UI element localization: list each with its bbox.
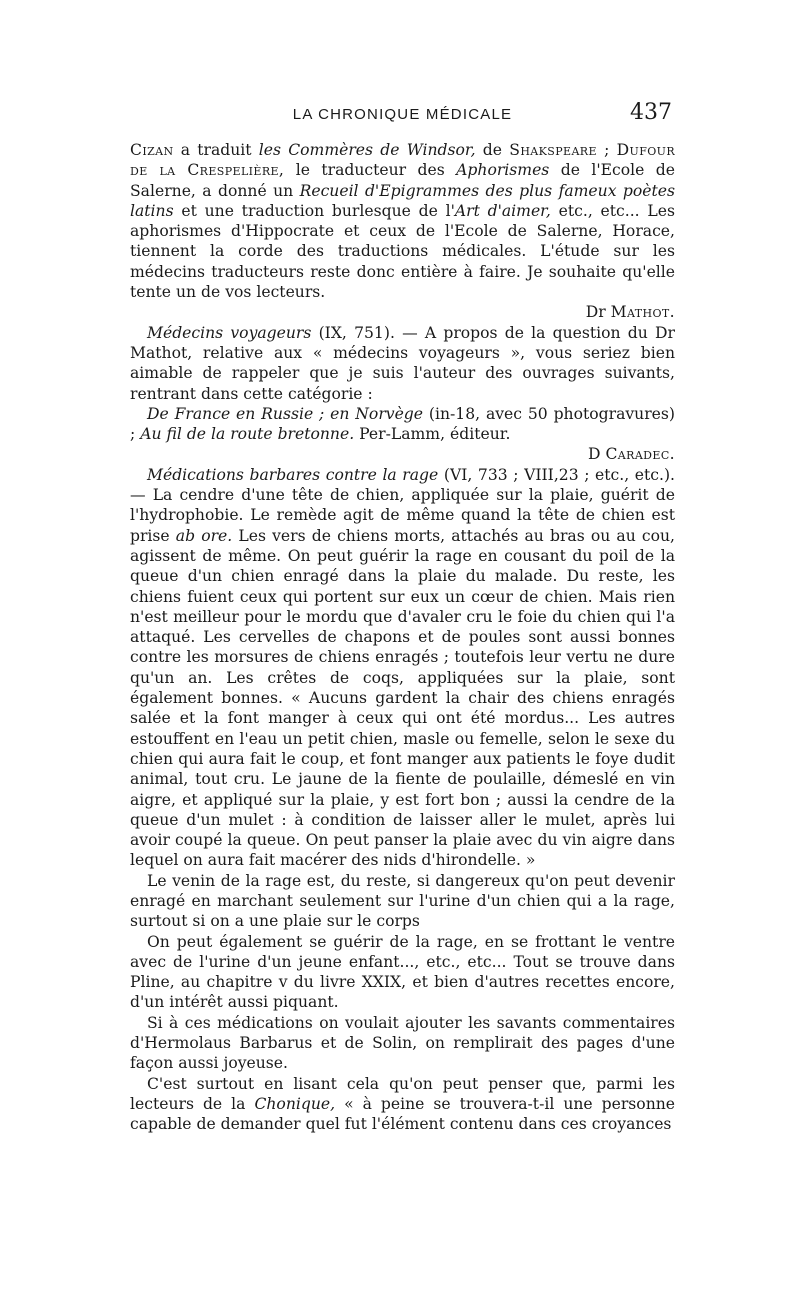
running-title: LA CHRONIQUE MÉDICALE bbox=[292, 106, 513, 123]
text-span: (VI, 733 ; VIII,23 ; etc., etc.). — La cendre d'une tête de chien, appliquée sur la plaie, guérit de l'hydrophobie. Le remède agit de même quand la tête de chien est prise bbox=[130, 465, 675, 545]
paragraph-translators bbox=[130, 140, 675, 302]
paragraph-lecteurs bbox=[130, 1074, 675, 1135]
text-span: etc., etc... Les aphorismes d'Hippocrate et ceux de l'Ecole de Salerne, Horace, tiennent la corde des traductions médicales. L'étude sur les médecins traducteurs reste donc entière à faire. Je souhaite qu'elle tente un de vos lecteurs. bbox=[130, 201, 675, 302]
section-heading: Médications barbares contre la rage bbox=[147, 465, 439, 484]
paragraph-medecins-voyageurs bbox=[130, 323, 675, 404]
book-title: Recueil d'Epigrammes des plus fameux poètes latins bbox=[130, 181, 675, 220]
text-span: et une traduction burlesque de l' bbox=[173, 201, 455, 220]
book-title: les Commères de Windsor, bbox=[258, 141, 476, 159]
author-name: Dufour de la Crespelière, bbox=[130, 141, 676, 180]
signature-name: Caradec. bbox=[605, 445, 675, 464]
text-span: (IX, 751). — A propos de la question du Dr Mathot, relative aux « médecins voyageurs », vous seriez bien aimable de rappeler que je suis l'auteur des ouvrages suivants, rentrant dans cette catégorie : bbox=[130, 323, 675, 403]
paragraph-urine: On peut également se guérir de la rage, en se frottant le ventre avec de l'urine d'un jeune enfant..., etc., etc... Tout se trouve dans Pline, au chapitre v du livre XXIX, et bien d'autres recettes encore, d'un intérêt aussi piquant. bbox=[130, 932, 675, 1012]
text-span: le traducteur des bbox=[284, 161, 457, 180]
book-title: De France en Russie ; en Norvège bbox=[147, 404, 424, 423]
page-number: 437 bbox=[630, 100, 672, 125]
text-span: a traduit bbox=[173, 141, 259, 159]
book-title: Aphorismes bbox=[456, 161, 550, 180]
text-span: Per-Lamm, éditeur. bbox=[354, 425, 511, 444]
page-header bbox=[133, 100, 672, 130]
paragraph-venin: Le venin de la rage est, du reste, si dangereux qu'on peut devenir enragé en marchant seulement sur l'urine d'un chien qui a la rage, surtout si on a une plaie sur le corps bbox=[130, 871, 675, 931]
text-span: de l'Ecole de Salerne, a donné un bbox=[130, 161, 675, 200]
paragraph-commentaires: Si à ces médications on voulait ajouter les savants commentaires d'Hermolaus Barbarus et de Solin, on remplirait des pages d'une façon aussi joyeuse. bbox=[130, 1013, 675, 1073]
book-title: Art d'aimer, bbox=[454, 201, 551, 220]
text-span: « à peine se trouvera-t-il une personne capable de demander quel fut l'élément contenu dans ces croyances bbox=[130, 1094, 676, 1134]
author-name: Shakspeare bbox=[509, 141, 597, 159]
text-span: de bbox=[475, 141, 510, 159]
text-span: ; bbox=[596, 141, 617, 159]
body-text bbox=[130, 140, 675, 1135]
text-span: Les vers de chiens morts, attachés au bras ou au cou, agissent de même. On peut guérir la rage en cousant du poil de la queue d'un chien enragé dans la plaie du malade. Du reste, les chiens fuient ceux qui portent sur eux un cœur de chien. Mais rien n'est meilleur pour le mordu que d'avaler cru le foie du chien qui l'a attaqué. Les cervelles de chapons et de poules sont aussi bonnes contre les morsures de chiens enragés ; toutefois leur vertu ne dure qu'un an. Les crêtes de coqs, appliquées sur la plaie, sont également bonnes. « Aucuns gardent la chair des chiens enragés salée et la font manger à ceux qui ont été mordus... Les autres estouffent en l'eau un petit chien, masle ou femelle, selon le sexe du chien qui aura fait le coup, et font manger aux patients le foye dudit animal, tout cru. Le jaune de la fiente de poulaille, démeslé en vin aigre, et appliqué sur la plaie, y est fort bon ; aussi la cendre de la queue d'un mulet : à condition de laisser aller le mulet, après lui avoir coupé la queue. On peut panser la plaie avec du vin aigre dans lequel on aura fait macérer des nids d'hirondelle. » bbox=[130, 526, 676, 870]
text-span: D bbox=[588, 445, 606, 464]
signature-caradec bbox=[130, 444, 675, 464]
book-title: Au fil de la route bretonne. bbox=[140, 425, 355, 444]
latin-phrase: ab ore. bbox=[175, 526, 233, 545]
signature-name: Mathot. bbox=[610, 303, 675, 322]
text-span: C'est surtout en lisant cela qu'on peut penser que, parmi les lecteurs de la bbox=[130, 1074, 675, 1113]
text-span: (in-18, avec 50 photogravures) ; bbox=[130, 404, 675, 444]
signature-mathot bbox=[130, 302, 675, 322]
author-name: Cizan bbox=[130, 141, 174, 159]
paragraph-medications bbox=[130, 465, 675, 871]
section-heading: Médecins voyageurs bbox=[147, 323, 312, 342]
paragraph-book-list bbox=[130, 404, 675, 445]
text-span: Dr bbox=[585, 303, 611, 322]
journal-title: Chonique, bbox=[254, 1094, 336, 1113]
